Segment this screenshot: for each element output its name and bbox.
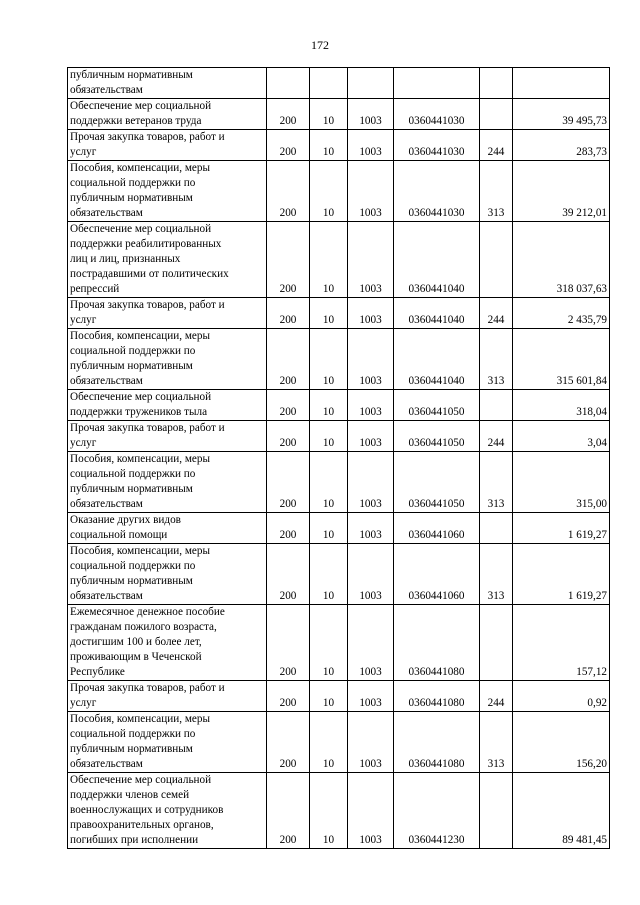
- admin-code-cell: 200: [267, 712, 310, 773]
- section-code-cell: [310, 68, 348, 99]
- row-name-line: социальной поддержки по: [70, 345, 196, 357]
- admin-code-cell: 200: [267, 329, 310, 390]
- amount-cell: 1 619,27: [513, 513, 610, 544]
- row-name-cell: [68, 130, 267, 161]
- amount-cell: 0,92: [513, 681, 610, 712]
- row-name-line: публичным нормативным: [70, 69, 193, 81]
- row-name-line: обязательствам: [70, 590, 143, 602]
- row-name-line: публичным нормативным: [70, 575, 193, 587]
- table-row: [68, 68, 610, 99]
- target-article-cell: 0360441060: [394, 513, 480, 544]
- subsection-code-cell: 1003: [348, 298, 394, 329]
- row-name-line: гражданам пожилого возраста,: [70, 621, 217, 633]
- row-name-line: Пособия, компенсации, меры: [70, 162, 210, 174]
- section-code-cell: 10: [310, 712, 348, 773]
- section-code-cell: 10: [310, 222, 348, 298]
- target-article-cell: 0360441030: [394, 130, 480, 161]
- amount-cell: 1 619,27: [513, 544, 610, 605]
- row-name-line: Пособия, компенсации, меры: [70, 545, 210, 557]
- row-name-line: услуг: [70, 146, 97, 158]
- amount-cell: 39 495,73: [513, 99, 610, 130]
- target-article-cell: [394, 68, 480, 99]
- expense-type-cell: [480, 390, 513, 421]
- row-name-line: обязательствам: [70, 758, 143, 770]
- row-name-line: социальной поддержки по: [70, 177, 196, 189]
- expense-type-cell: 313: [480, 329, 513, 390]
- amount-cell: 3,04: [513, 421, 610, 452]
- expense-type-cell: [480, 773, 513, 849]
- row-name-line: репрессий: [70, 283, 120, 295]
- target-article-cell: 0360441030: [394, 161, 480, 222]
- row-name-line: Обеспечение мер социальной: [70, 223, 212, 235]
- row-name-line: поддержки членов семей: [70, 789, 190, 801]
- expense-type-cell: 313: [480, 712, 513, 773]
- row-name-cell: [68, 99, 267, 130]
- row-name-line: Прочая закупка товаров, работ и: [70, 131, 225, 143]
- row-name-line: публичным нормативным: [70, 483, 193, 495]
- admin-code-cell: 200: [267, 605, 310, 681]
- row-name-line: поддержки реабилитированных: [70, 238, 222, 250]
- row-name-line: Обеспечение мер социальной: [70, 391, 212, 403]
- section-code-cell: 10: [310, 390, 348, 421]
- row-name-line: поддержки тружеников тыла: [70, 406, 208, 418]
- row-name-line: Республике: [70, 666, 125, 678]
- row-name-cell: [68, 712, 267, 773]
- target-article-cell: 0360441040: [394, 298, 480, 329]
- subsection-code-cell: 1003: [348, 773, 394, 849]
- amount-cell: 283,73: [513, 130, 610, 161]
- budget-table-body: [68, 68, 610, 849]
- amount-cell: 315 601,84: [513, 329, 610, 390]
- subsection-code-cell: 1003: [348, 390, 394, 421]
- section-code-cell: 10: [310, 681, 348, 712]
- table-row: [68, 222, 610, 298]
- expense-type-cell: 244: [480, 130, 513, 161]
- expense-type-cell: 313: [480, 544, 513, 605]
- admin-code-cell: 200: [267, 99, 310, 130]
- target-article-cell: 0360441230: [394, 773, 480, 849]
- row-name-cell: [68, 513, 267, 544]
- row-name-cell: [68, 681, 267, 712]
- target-article-cell: 0360441080: [394, 605, 480, 681]
- amount-cell: [513, 68, 610, 99]
- row-name-line: социальной поддержки по: [70, 468, 196, 480]
- row-name-line: поддержки ветеранов труда: [70, 115, 202, 127]
- expense-type-cell: [480, 222, 513, 298]
- expense-type-cell: [480, 99, 513, 130]
- admin-code-cell: 200: [267, 513, 310, 544]
- expense-type-cell: [480, 513, 513, 544]
- row-name-cell: [68, 421, 267, 452]
- row-name-line: правоохранительных органов,: [70, 819, 214, 831]
- row-name-cell: [68, 161, 267, 222]
- admin-code-cell: 200: [267, 452, 310, 513]
- expense-type-cell: 244: [480, 298, 513, 329]
- row-name-line: социальной помощи: [70, 529, 168, 541]
- table-row: [68, 544, 610, 605]
- row-name-cell: [68, 544, 267, 605]
- row-name-line: достигшим 100 и более лет,: [70, 636, 202, 648]
- admin-code-cell: 200: [267, 544, 310, 605]
- subsection-code-cell: 1003: [348, 329, 394, 390]
- subsection-code-cell: 1003: [348, 222, 394, 298]
- table-row: [68, 329, 610, 390]
- page-number: 172: [311, 38, 329, 52]
- row-name-line: публичным нормативным: [70, 743, 193, 755]
- subsection-code-cell: 1003: [348, 421, 394, 452]
- subsection-code-cell: 1003: [348, 605, 394, 681]
- target-article-cell: 0360441050: [394, 421, 480, 452]
- table-row: [68, 605, 610, 681]
- section-code-cell: 10: [310, 544, 348, 605]
- admin-code-cell: [267, 68, 310, 99]
- amount-cell: 157,12: [513, 605, 610, 681]
- row-name-line: услуг: [70, 437, 97, 449]
- table-row: [68, 130, 610, 161]
- target-article-cell: 0360441080: [394, 681, 480, 712]
- row-name-line: обязательствам: [70, 498, 143, 510]
- row-name-line: публичным нормативным: [70, 192, 193, 204]
- row-name-cell: [68, 329, 267, 390]
- budget-table: [67, 67, 610, 849]
- table-row: [68, 161, 610, 222]
- row-name-line: социальной поддержки по: [70, 560, 196, 572]
- expense-type-cell: [480, 605, 513, 681]
- row-name-line: социальной поддержки по: [70, 728, 196, 740]
- subsection-code-cell: 1003: [348, 544, 394, 605]
- row-name-line: пострадавшими от политических: [70, 268, 229, 280]
- subsection-code-cell: 1003: [348, 452, 394, 513]
- table-row: [68, 452, 610, 513]
- admin-code-cell: 200: [267, 681, 310, 712]
- row-name-cell: [68, 605, 267, 681]
- section-code-cell: 10: [310, 452, 348, 513]
- admin-code-cell: 200: [267, 298, 310, 329]
- row-name-cell: [68, 452, 267, 513]
- row-name-cell: [68, 773, 267, 849]
- row-name-line: Ежемесячное денежное пособие: [70, 606, 225, 618]
- amount-cell: 156,20: [513, 712, 610, 773]
- admin-code-cell: 200: [267, 390, 310, 421]
- section-code-cell: 10: [310, 773, 348, 849]
- row-name-line: Оказание других видов: [70, 514, 181, 526]
- amount-cell: 2 435,79: [513, 298, 610, 329]
- row-name-line: погибших при исполнении: [70, 834, 199, 846]
- section-code-cell: 10: [310, 421, 348, 452]
- row-name-line: Обеспечение мер социальной: [70, 100, 212, 112]
- row-name-line: лиц и лиц, признанных: [70, 253, 181, 265]
- row-name-cell: [68, 222, 267, 298]
- admin-code-cell: 200: [267, 421, 310, 452]
- table-row: [68, 681, 610, 712]
- target-article-cell: 0360441030: [394, 99, 480, 130]
- row-name-line: Прочая закупка товаров, работ и: [70, 299, 225, 311]
- target-article-cell: 0360441050: [394, 452, 480, 513]
- subsection-code-cell: 1003: [348, 130, 394, 161]
- subsection-code-cell: 1003: [348, 712, 394, 773]
- subsection-code-cell: 1003: [348, 161, 394, 222]
- row-name-line: услуг: [70, 314, 97, 326]
- row-name-cell: [68, 390, 267, 421]
- expense-type-cell: 244: [480, 681, 513, 712]
- row-name-line: обязательствам: [70, 84, 143, 96]
- expense-type-cell: 313: [480, 161, 513, 222]
- admin-code-cell: 200: [267, 161, 310, 222]
- amount-cell: 318 037,63: [513, 222, 610, 298]
- row-name-line: обязательствам: [70, 207, 143, 219]
- table-row: [68, 712, 610, 773]
- amount-cell: 39 212,01: [513, 161, 610, 222]
- target-article-cell: 0360441060: [394, 544, 480, 605]
- row-name-line: Прочая закупка товаров, работ и: [70, 422, 225, 434]
- row-name-line: услуг: [70, 697, 97, 709]
- amount-cell: 89 481,45: [513, 773, 610, 849]
- target-article-cell: 0360441040: [394, 329, 480, 390]
- admin-code-cell: 200: [267, 222, 310, 298]
- target-article-cell: 0360441040: [394, 222, 480, 298]
- row-name-line: Пособия, компенсации, меры: [70, 330, 210, 342]
- amount-cell: 315,00: [513, 452, 610, 513]
- target-article-cell: 0360441050: [394, 390, 480, 421]
- subsection-code-cell: 1003: [348, 99, 394, 130]
- table-row: [68, 390, 610, 421]
- row-name-line: военнослужащих и сотрудников: [70, 804, 224, 816]
- target-article-cell: 0360441080: [394, 712, 480, 773]
- row-name-line: Обеспечение мер социальной: [70, 774, 212, 786]
- row-name-line: Пособия, компенсации, меры: [70, 453, 210, 465]
- row-name-line: проживающим в Чеченской: [70, 651, 202, 663]
- section-code-cell: 10: [310, 161, 348, 222]
- section-code-cell: 10: [310, 130, 348, 161]
- table-row: [68, 513, 610, 544]
- row-name-line: Пособия, компенсации, меры: [70, 713, 210, 725]
- section-code-cell: 10: [310, 298, 348, 329]
- subsection-code-cell: 1003: [348, 513, 394, 544]
- row-name-cell: [68, 68, 267, 99]
- admin-code-cell: 200: [267, 130, 310, 161]
- section-code-cell: 10: [310, 99, 348, 130]
- table-row: [68, 99, 610, 130]
- section-code-cell: 10: [310, 329, 348, 390]
- subsection-code-cell: 1003: [348, 681, 394, 712]
- row-name-line: Прочая закупка товаров, работ и: [70, 682, 225, 694]
- expense-type-cell: 244: [480, 421, 513, 452]
- admin-code-cell: 200: [267, 773, 310, 849]
- table-row: [68, 421, 610, 452]
- row-name-cell: [68, 298, 267, 329]
- row-name-line: публичным нормативным: [70, 360, 193, 372]
- amount-cell: 318,04: [513, 390, 610, 421]
- expense-type-cell: 313: [480, 452, 513, 513]
- table-row: [68, 773, 610, 849]
- table-row: [68, 298, 610, 329]
- expense-type-cell: [480, 68, 513, 99]
- row-name-line: обязательствам: [70, 375, 143, 387]
- section-code-cell: 10: [310, 513, 348, 544]
- subsection-code-cell: [348, 68, 394, 99]
- section-code-cell: 10: [310, 605, 348, 681]
